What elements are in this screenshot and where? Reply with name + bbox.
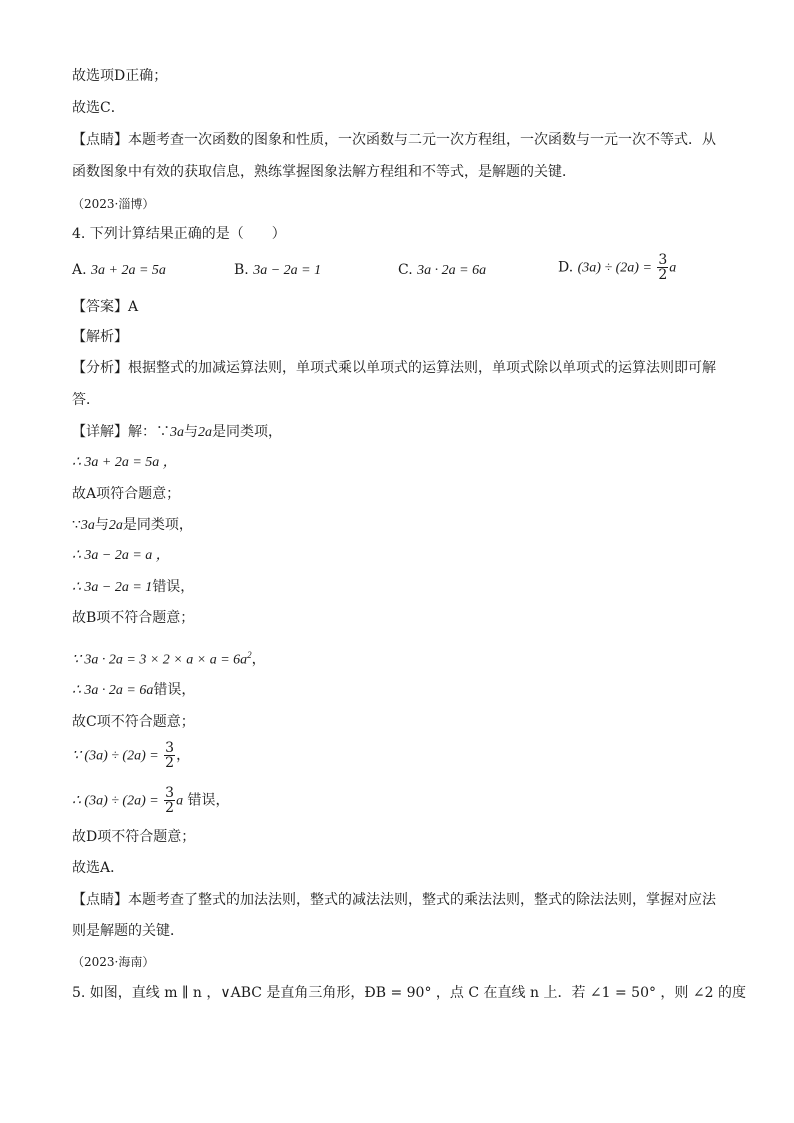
detail-fraction-1: $\frac{3}{2}$ (165, 740, 175, 771)
detail-line-1: 【详解】解：∵3a与2a是同类项， (72, 424, 282, 440)
detail-fraction-2: $\frac{3}{2}$ (165, 785, 175, 816)
detail-line-14: 故选A． (72, 860, 125, 876)
note-line-1: 【点睛】本题考查一次函数的图象和性质，一次函数与二元一次方程组，一次函数与一元一次不等式．从 (72, 132, 716, 148)
note-line-2: 函数图象中有效的获取信息，熟练掌握图象法解方程组和不等式，是解题的关键． (72, 164, 576, 180)
analysis-line-2: 答． (72, 392, 100, 408)
detail-line-8: ∵ $3a \cdot 2a = 3 \times 2 \times a \times a = 6a^2$， (72, 650, 266, 668)
detail-line-4: ∵3a与2a是同类项， (72, 517, 193, 533)
detail-line-11: ∵ (3a) ÷ (2a) = $\frac{3}{2}$ ， (72, 740, 191, 771)
source-label: （2023·淄博） (72, 197, 155, 211)
option-d-expr: (3a) ÷ (2a) = (577, 260, 652, 276)
line-2: 故选C． (72, 100, 125, 116)
option-a (72, 260, 166, 281)
option-a-label: A. (72, 262, 87, 278)
question-5: 5. 如图，直线 m ∥ n ，∨ABC 是直角三角形，ÐB = 90° ，点 C 在直线 n 上．若 ∠1 = 50° ，则 ∠2 的度 (72, 985, 746, 1001)
source-label-2: （2023·海南） (72, 955, 155, 969)
option-d-label: D. (558, 259, 574, 276)
detail-line-9: ∴ 3a · 2a = 6a错误， (72, 682, 196, 698)
summary-line-1: 【点睛】本题考查了整式的加法法则，整式的减法法则，整式的乘法法则，整式的除法法则，掌握对应法 (72, 892, 716, 908)
question-4: 4. 下列计算结果正确的是（ ） (72, 226, 286, 242)
detail-line-10: 故C项不符合题意； (72, 714, 195, 730)
line-1: 故选项D正确； (72, 68, 168, 84)
option-b-expr: 3a − 2a = 1 (253, 263, 322, 278)
detail-line-7: 故B项不符合题意； (72, 610, 195, 626)
option-c-label: C. (398, 262, 413, 278)
detail-line-6: ∴ 3a − 2a = 1错误， (72, 579, 195, 595)
option-b (234, 260, 321, 281)
summary-line-2: 则是解题的关键． (72, 923, 184, 939)
detail-line-2: ∴ 3a + 2a = 5a ， (72, 455, 177, 470)
detail-line-13: 故D项不符合题意； (72, 829, 196, 845)
option-d (558, 253, 676, 282)
option-a-expr: 3a + 2a = 5a (91, 263, 166, 278)
detail-line-3: 故A项符合题意； (72, 486, 181, 502)
option-b-label: B. (234, 262, 249, 278)
analysis-line-1: 【分析】根据整式的加减运算法则，单项式乘以单项式的运算法则，单项式除以单项式的运算法则即可解 (72, 360, 716, 376)
detail-line-12: ∴ (3a) ÷ (2a) = $\frac{3}{2}$ a 错误， (72, 785, 230, 816)
option-c-expr: 3a · 2a = 6a (417, 263, 487, 278)
option-d-fraction: $\frac{3}{2}$ (658, 252, 668, 283)
option-d-var: a (669, 260, 677, 276)
option-c (398, 260, 486, 281)
analysis-heading: 【解析】 (72, 329, 128, 345)
detail-line-5: ∴ 3a − 2a = a ， (72, 548, 170, 563)
answer-line: 【答案】A (72, 299, 139, 315)
